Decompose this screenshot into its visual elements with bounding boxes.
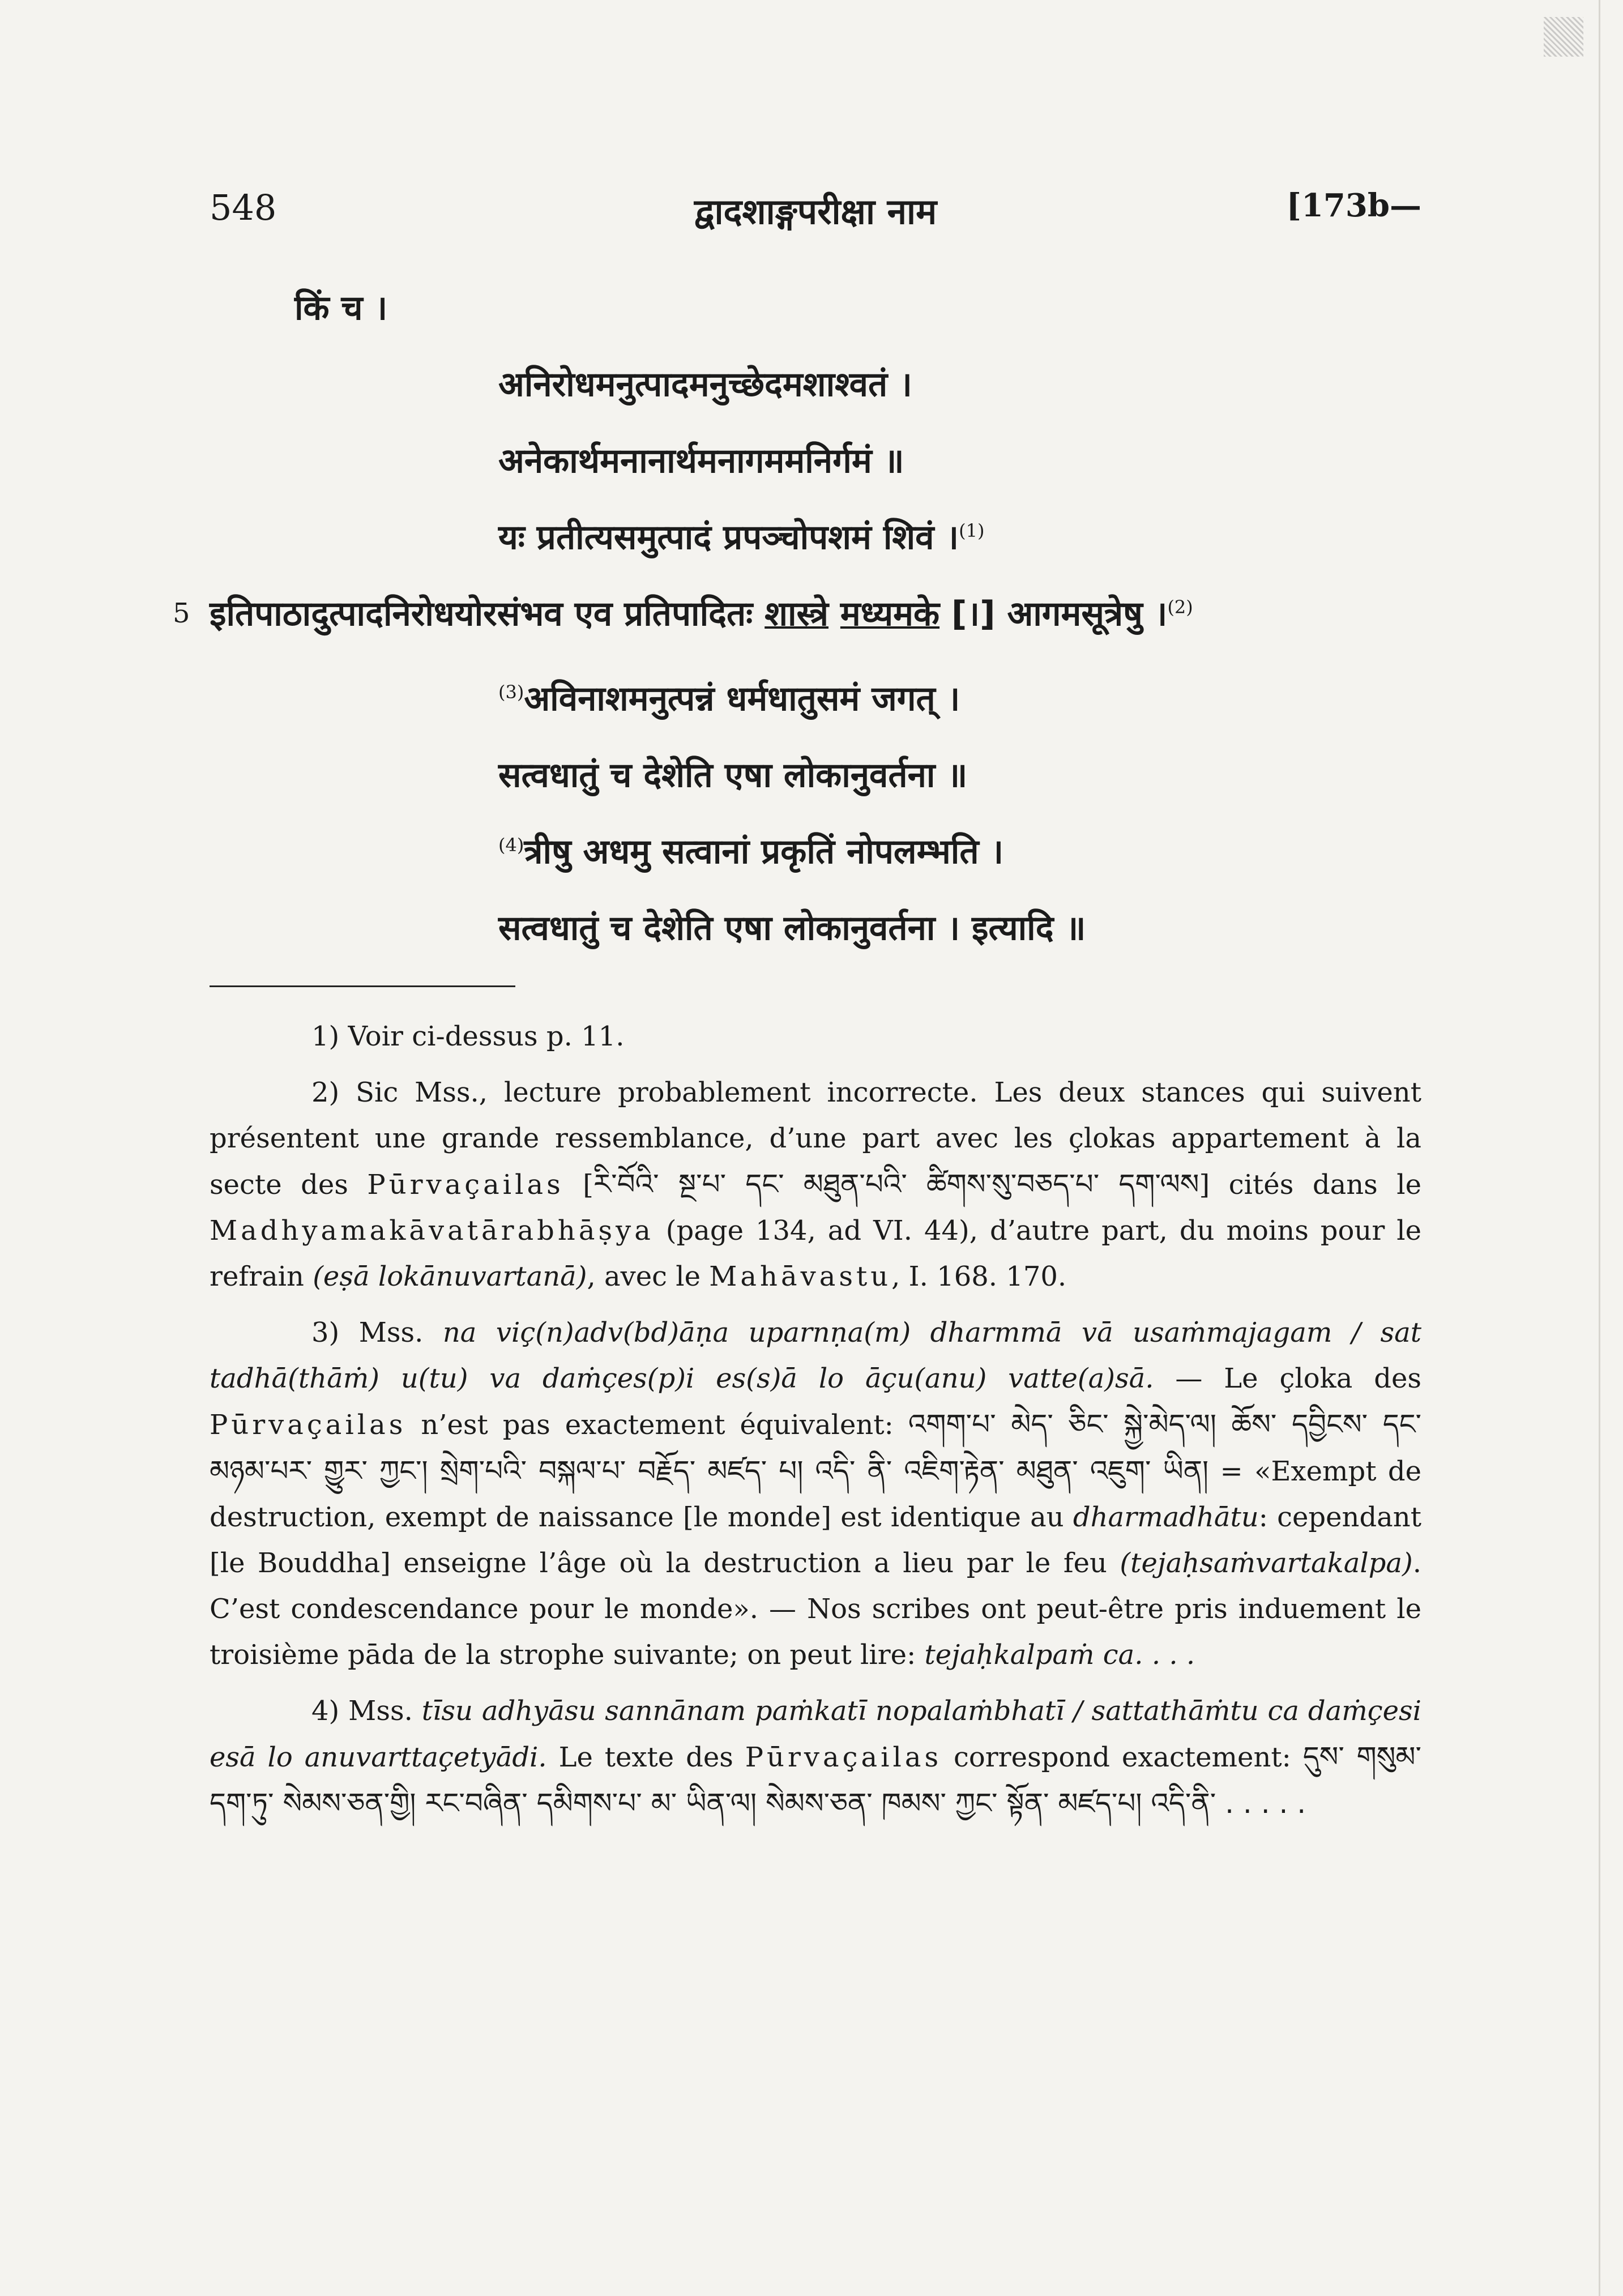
footnote-text: Sic Mss., lecture probablement incorrecte. Les deux stances qui suivent présentent une grande ressemblance, d’une part avec les çlokas appartement à la secte des (210, 1077, 1421, 1201)
footnote-text: . C’est condescendance pour le monde». — Nos scribes ont peut-être pris induement le troisième pāda de la strophe suivante; on peut lire: (210, 1547, 1421, 1671)
verse-text: यः प्रतीत्यसमुत्पादं प्रपञ्चोपशमं शिवं । (498, 518, 959, 557)
footnote-text: correspond exactement: (942, 1742, 1303, 1773)
footnote-text: n’est pas exactement équivalent: (406, 1409, 908, 1441)
text-line: अनिरोधमनुत्पादमनुच्छेदमशाश्वतं । (498, 365, 912, 404)
text-line: सत्वधातुं च देशेति एषा लोकानुवर्तना । इत्यादि ॥ (498, 908, 1086, 948)
footnote-text: Mss. (348, 1695, 422, 1727)
scan-edge (1599, 0, 1600, 2296)
footnote-3 (210, 1310, 1421, 1678)
footnote-name: Pūrvaçailas (745, 1742, 942, 1773)
footnote-italic: tīsu adhyāsu sannānam paṁkatī nopalaṁbhatī / sattathāṁtu ca daṁçesi esā lo anuvarttaçetyādi. (210, 1695, 1421, 1773)
underlined-word: शास्त्रे (764, 594, 828, 634)
footnote-text: : cependant [le Bouddha] enseigne l’âge où la destruction a lieu par le feu (210, 1501, 1421, 1579)
text-line: सत्वधातुं च देशेति एषा लोकानुवर्तना ॥ (498, 756, 968, 795)
page-number: 548 (210, 187, 277, 228)
tibetan-text: དུས་ གསུམ་དག་ཏུ་ སེམས་ཅན་གྱི། རང་བཞིན་ དམིགས་པ་ མ་ ཡིན་ལ། སེམས་ཅན་ ཁམས་ ཀྱང་ སྟོན་ མཛད་པ། འདི་ནི་ . . . . . (210, 1740, 1421, 1820)
text-line (210, 589, 1193, 635)
footnote-italic: (tejaḥsaṁvartakalpa) (1120, 1547, 1413, 1579)
folio-reference: [173b— (1286, 187, 1421, 224)
footnote-text: — Le çloka des (1154, 1363, 1421, 1394)
footnote-4 (210, 1688, 1421, 1827)
footnote-text: [ (563, 1169, 593, 1201)
footnote-text: Voir ci-dessus p. 11. (348, 1021, 625, 1052)
spacer (828, 594, 840, 634)
footnote-italic: (eṣā lokānuvartanā) (313, 1261, 587, 1292)
running-title: द्वादशाङ्गपरीक्षा नाम (694, 191, 937, 232)
footnote-name: Madhyamakāvatārabhāṣya (210, 1215, 654, 1247)
footnote-label: 1) (311, 1021, 340, 1052)
footnote-text: (page 134, ad VI. 44), d’autre part, du moins pour le refrain (210, 1215, 1421, 1292)
footnote-text: , I. 168. 170. (891, 1261, 1067, 1292)
verse-text: त्रीषु अधमु सत्वानां प्रकृतिं नोपलम्भति । (524, 832, 1004, 872)
footnote-1 (210, 1014, 1421, 1060)
tibetan-text: རི་བོའི་ སྔ་པ་ དང་ མཐུན་པའི་ ཚིགས་སུ་བཅད་པ་ དག་ལས (593, 1168, 1199, 1201)
line-number: 5 (173, 598, 190, 629)
footnote-label: 3) (311, 1317, 340, 1348)
footnote-marker: (4) (498, 834, 524, 856)
footnote-marker: (1) (959, 520, 985, 541)
footnote-label: 2) (311, 1077, 340, 1108)
text-line (498, 674, 960, 720)
footnote-name: Pūrvaçailas (210, 1409, 407, 1441)
text-line (498, 513, 984, 559)
prose-text: इतिपाठादुत्पादनिरोधयोरसंभव एव प्रतिपादितः (210, 594, 765, 634)
footnote-text: Mss. (358, 1317, 443, 1348)
footnote-italic: tejaḥkalpaṁ ca. . . . (924, 1639, 1195, 1671)
footnotes (210, 1014, 1421, 1837)
footnote-label: 4) (311, 1695, 340, 1727)
footnote-2 (210, 1070, 1421, 1300)
text-line: किं च । (294, 288, 388, 328)
footnote-marker: (2) (1167, 596, 1193, 618)
underlined-word: मध्यमके (840, 594, 940, 634)
footnote-text: Le texte des (546, 1742, 745, 1773)
footnote-italic: dharmadhātu (1073, 1501, 1259, 1533)
footnote-text: , avec le (587, 1261, 710, 1292)
footnote-name: Pūrvaçailas (367, 1169, 564, 1201)
footnote-marker: (3) (498, 681, 524, 703)
prose-text: [।] आगमसूत्रेषु । (939, 594, 1168, 634)
footnote-name: Mahāvastu (709, 1261, 892, 1292)
text-line: अनेकार्थमनानार्थमनागममनिर्गमं ॥ (498, 441, 904, 481)
footnote-italic: na viç(n)adv(bd)āṇa uparnṇa(m) dharmmā vā usaṁmajagam / sat tadhā(thāṁ) u(tu) va daṁçes(p)i es(s)ā lo āçu(anu) vatte(a)sā. (210, 1317, 1421, 1394)
verse-text: अविनाशमनुत्पन्नं धर्मधातुसमं जगत् । (524, 679, 960, 719)
page-header (210, 187, 1421, 238)
footnote-text: = «Exempt de destruction, exempt de naissance [le monde] est identique au (210, 1456, 1421, 1533)
footnote-rule (210, 985, 515, 987)
footnote-text: ] cités dans le (1199, 1169, 1421, 1201)
text-line (498, 827, 1003, 873)
tibetan-text: འགག་པ་ མེད་ ཅིང་ སྐྱེ་མེད་ལ། ཆོས་ དབྱིངས་ དང་ མཉམ་པར་ གྱུར་ ཀྱང་། སྲེག་པའི་ བསྐལ་པ་ བརྗོད་ མཛད་ པ། འདི་ ནི་ འཇིག་རྟེན་ མཐུན་ འཇུག་ ཡིན། (210, 1408, 1421, 1487)
scan-mark (1544, 17, 1583, 57)
